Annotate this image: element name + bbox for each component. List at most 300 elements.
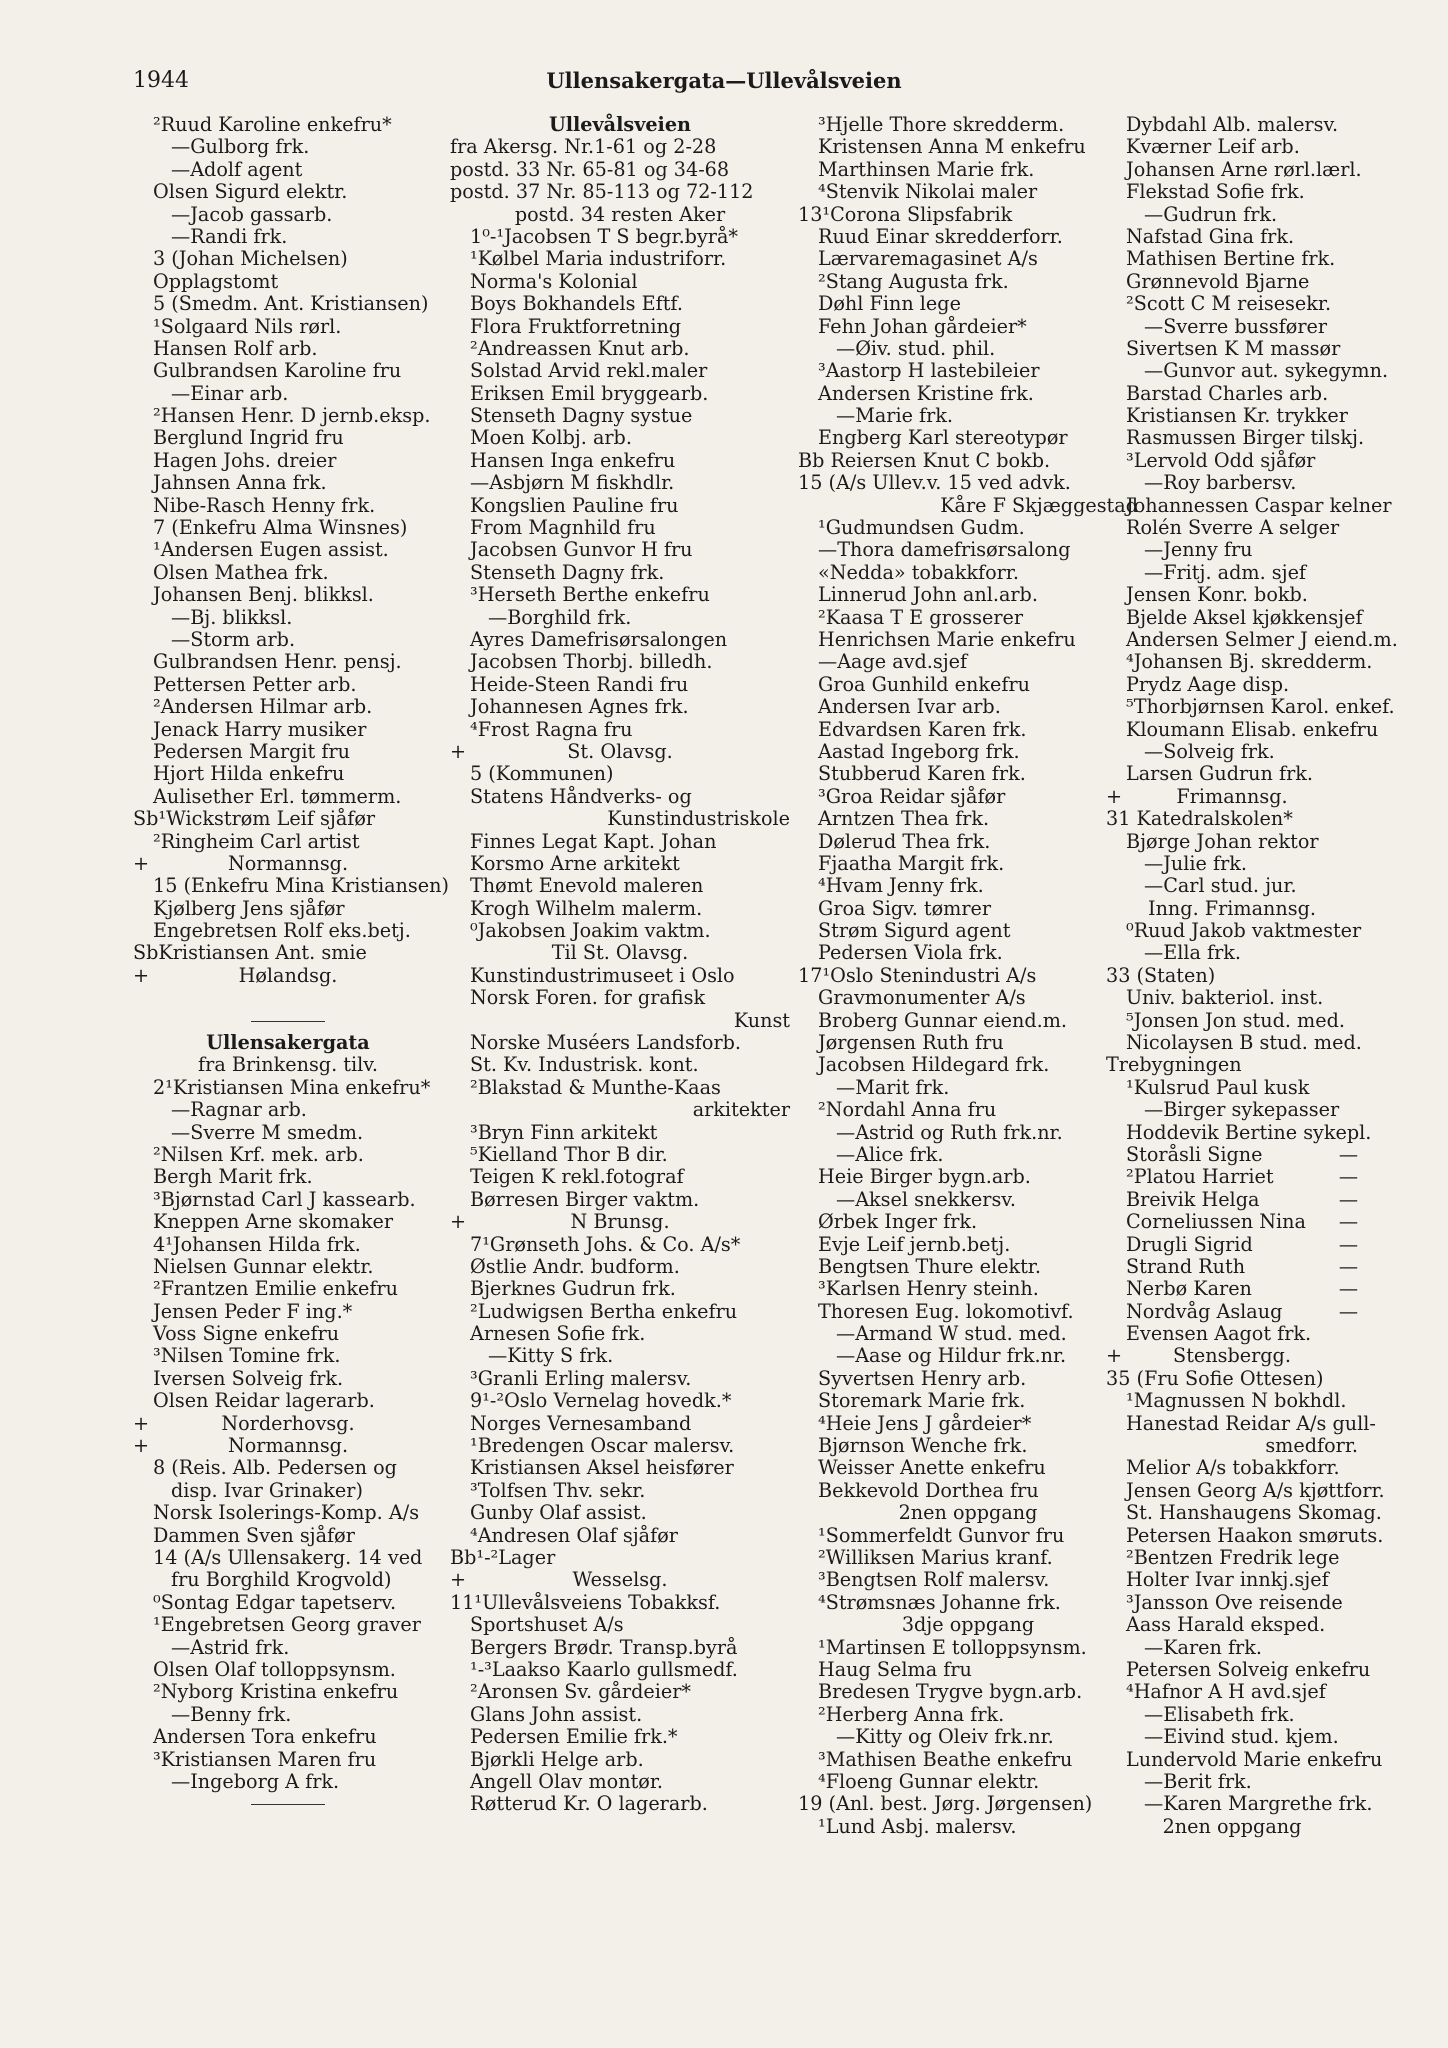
directory-entry: fra Akersg. Nr.1-61 og 2-28: [450, 135, 717, 159]
directory-entry: ⁵Thorbjørnsen Karol. enkef.: [1126, 695, 1395, 719]
page-number: 1944: [133, 68, 189, 93]
directory-entry: ²Hansen Henr. D jernb.eksp.: [153, 404, 431, 428]
directory-entry: Dammen Sven sjåfør: [153, 1523, 355, 1547]
directory-entry: Larsen Gudrun frk.: [1126, 762, 1313, 786]
directory-entry: Kværner Leif arb.: [1126, 135, 1300, 159]
ditto-dash: —: [1338, 1254, 1358, 1278]
directory-entry: [1106, 1189, 1358, 1211]
directory-entry: Bb¹-²Lager: [450, 1546, 556, 1569]
cross-street-icon: +: [450, 1568, 467, 1592]
directory-entry: Krogh Wilhelm malerm.: [470, 896, 703, 920]
directory-entry: ²Herberg Anna frk.: [818, 1702, 1005, 1726]
directory-entry: Hansen Inga enkefru: [470, 448, 676, 472]
directory-entry: Pedersen Viola frk.: [818, 941, 1003, 965]
cross-street-icon: +: [450, 1210, 467, 1234]
entry-text: Nerbø Karen: [1126, 1277, 1252, 1301]
directory-entry: Østlie Andr. budform.: [470, 1254, 680, 1278]
directory-entry: 15 (A/s Ullev.v. 15 ved advk.: [798, 471, 1071, 495]
directory-entry: postd. 37 Nr. 85-113 og 72-112: [450, 180, 754, 204]
directory-entry: Stubberud Karen frk.: [818, 762, 1026, 786]
directory-entry: [1106, 1301, 1358, 1323]
directory-entry: —Gunvor aut. sykegymn.: [1144, 359, 1389, 383]
directory-entry: ¹Magnussen N bokhdl.: [1126, 1389, 1347, 1413]
directory-entry: ³Tolfsen Thv. sekr.: [470, 1478, 646, 1502]
directory-entry: ³Bjørnstad Carl J kassearb.: [153, 1187, 416, 1211]
directory-entry: Johannesen Agnes frk.: [470, 695, 689, 719]
directory-entry: —Einar arb.: [171, 381, 289, 405]
directory-entry: Aass Harald eksped.: [1126, 1613, 1326, 1637]
column-4: [1106, 113, 1398, 1838]
ditto-dash: —: [1338, 1165, 1358, 1189]
directory-entry: St. Hanshaugens Skomag.: [1126, 1501, 1382, 1525]
directory-entry: Jensen Peder F ing.*: [153, 1299, 353, 1323]
cross-street-line: [450, 741, 790, 763]
directory-entry: —Karen frk.: [1144, 1635, 1262, 1659]
directory-entry: Iversen Solveig frk.: [153, 1366, 344, 1390]
directory-entry: Bjelde Aksel kjøkkensjef: [1126, 605, 1363, 629]
directory-entry: 17¹Oslo Stenindustri A/s: [798, 963, 1037, 987]
directory-entry: Bjørkli Helge arb.: [470, 1747, 644, 1771]
directory-entry: Engebretsen Rolf eks.betj.: [153, 919, 411, 943]
directory-entry: Weisser Anette enkefru: [818, 1456, 1046, 1480]
directory-entry: ¹Kølbel Maria industriforr.: [470, 247, 727, 271]
directory-entry: —Sverre M smedm.: [171, 1120, 364, 1144]
directory-entry: ²Frantzen Emilie enkefru: [153, 1277, 398, 1301]
directory-entry: —Eivind stud. kjem.: [1144, 1725, 1339, 1749]
directory-entry: Heide-Steen Randi fru: [470, 672, 689, 696]
directory-entry: postd. 34 resten Aker: [514, 202, 726, 226]
directory-entry: Bredesen Trygve bygn.arb.: [818, 1680, 1083, 1704]
directory-entry: —Roy barbersv.: [1144, 471, 1297, 495]
directory-entry: 7 (Enkefru Alma Winsnes): [153, 516, 408, 540]
directory-entry: Kunst: [733, 1008, 790, 1032]
directory-entry: ²Ringheim Carl artist: [153, 829, 360, 853]
cross-street-line: [1106, 1345, 1358, 1367]
directory-entry: ³Herseth Berthe enkefru: [470, 583, 710, 607]
entry-text: Strand Ruth: [1126, 1254, 1246, 1278]
directory-entry: Nibe-Rasch Henny frk.: [153, 493, 376, 517]
directory-entry: —Birger sykepasser: [1144, 1098, 1340, 1122]
directory-entry: —Karen Margrethe frk.: [1144, 1792, 1373, 1816]
directory-entry: Melior A/s tobakkforr.: [1126, 1456, 1340, 1480]
cross-street-icon: +: [1106, 784, 1123, 808]
directory-entry: postd. 33 Nr. 65-81 og 34-68: [450, 157, 730, 181]
directory-entry: ⁰Ruud Jakob vaktmester: [1126, 919, 1362, 943]
directory-entry: 5 (Smedm. Ant. Kristiansen): [153, 292, 429, 316]
directory-entry: SbKristiansen Ant. smie: [133, 941, 367, 965]
directory-entry: ³Aastorp H lastebileier: [818, 359, 1040, 383]
directory-entry: [1106, 1166, 1358, 1188]
directory-entry: Engberg Karl stereotypør: [818, 426, 1068, 450]
directory-entry: Jenack Harry musiker: [153, 717, 367, 741]
directory-entry: —Jacob gassarb.: [171, 202, 333, 226]
page-title: Ullensakergata—Ullevålsveien: [546, 68, 902, 93]
directory-entry: 11¹Ullevålsveiens Tobakksf.: [450, 1590, 721, 1614]
directory-entry: —Gudrun frk.: [1144, 202, 1278, 226]
directory-entry: Rolén Sverre A selger: [1126, 516, 1340, 540]
directory-entry: Johansen Arne rørl.lærl.: [1126, 157, 1362, 181]
cross-street-name: Frimannsg.: [1176, 784, 1288, 808]
directory-entry: —Berit frk.: [1144, 1769, 1252, 1793]
directory-entry: ¹Bredengen Oscar malersv.: [470, 1434, 735, 1458]
directory-entry: —Øiv. stud. phil.: [836, 336, 996, 360]
directory-entry: —Aase og Hildur frk.nr.: [836, 1344, 1067, 1368]
directory-entry: —Jenny fru: [1144, 538, 1253, 562]
directory-entry: Dybdahl Alb. malersv.: [1126, 113, 1339, 136]
directory-entry: Sivertsen K M massør: [1126, 336, 1341, 360]
directory-entry: Jensen Konr. bokb.: [1126, 583, 1308, 607]
directory-entry: Jahnsen Anna frk.: [153, 471, 327, 495]
directory-entry: ⁴Floeng Gunnar elektr.: [818, 1769, 1040, 1793]
cross-street-icon: +: [133, 963, 150, 987]
directory-entry: 3dje oppgang: [901, 1613, 1035, 1637]
directory-entry: Andersen Tora enkefru: [153, 1725, 377, 1749]
directory-entry: Til St. Olavsg.: [551, 941, 689, 965]
directory-entry: —Alice frk.: [836, 1142, 944, 1166]
directory-entry: 33 (Staten): [1106, 963, 1216, 987]
directory-entry: —Adolf agent: [171, 157, 303, 181]
cross-street-name: Stensbergg.: [1173, 1344, 1291, 1368]
directory-entry: Fjaatha Margit frk.: [818, 851, 1005, 875]
cross-street-icon: +: [133, 1434, 150, 1458]
directory-entry: 5 (Kommunen): [470, 762, 614, 786]
directory-entry: Bergers Brødr. Transp.byrå: [470, 1635, 738, 1659]
directory-entry: Nielsen Gunnar elektr.: [153, 1254, 374, 1278]
directory-entry: fra Brinkensg. tilv.: [198, 1053, 378, 1077]
directory-entry: Kunstindustriskole: [607, 807, 790, 831]
directory-entry: Gunby Olaf assist.: [470, 1501, 647, 1525]
directory-entry: ²Aronsen Sv. gårdeier*: [470, 1680, 691, 1704]
directory-entry: Bergh Marit frk.: [153, 1165, 313, 1189]
directory-entry: Inng. Frimannsg.: [1148, 896, 1316, 920]
directory-entry: ²Scott C M reisesekr.: [1126, 292, 1332, 316]
directory-entry: ³Karlsen Henry steinh.: [818, 1277, 1039, 1301]
directory-entry: ¹Martinsen E tolloppsynsm.: [818, 1635, 1087, 1659]
cross-street-icon: +: [450, 739, 467, 763]
directory-entry: Korsmo Arne arkitekt: [470, 851, 680, 875]
directory-entry: ³Granli Erling malersv.: [470, 1366, 692, 1390]
directory-entry: Voss Signe enkefru: [153, 1322, 340, 1346]
cross-street-name: St. Olavsg.: [567, 739, 673, 763]
directory-entry: Sb¹Wickstrøm Leif sjåfør: [133, 807, 376, 831]
directory-entry: Edvardsen Karen frk.: [818, 717, 1027, 741]
directory-entry: Jacobsen Thorbj. billedh.: [470, 650, 713, 674]
directory-entry: —Astrid og Ruth frk.nr.: [836, 1120, 1063, 1144]
directory-entry: St. Kv. Industrisk. kont.: [470, 1053, 699, 1077]
directory-entry: Bekkevold Dorthea fru: [818, 1478, 1039, 1502]
spacer: [133, 987, 443, 1009]
directory-entry: Finnes Legat Kapt. Johan: [470, 829, 717, 853]
directory-entry: Kristensen Anna M enkefru: [818, 135, 1086, 159]
directory-entry: Moen Kolbj. arb.: [470, 426, 632, 450]
directory-entry: Jacobsen Hildegard frk.: [818, 1053, 1050, 1077]
directory-entry: —Astrid frk.: [171, 1635, 290, 1659]
directory-entry: Kunstindustrimuseet i Oslo: [470, 963, 735, 987]
cross-street-icon: +: [1106, 1344, 1123, 1368]
directory-entry: Jørgensen Ruth fru: [818, 1031, 1004, 1055]
directory-entry: Kristiansen Aksel heisfører: [470, 1456, 734, 1480]
directory-entry: Stenseth Dagny frk.: [470, 560, 665, 584]
directory-entry: Broberg Gunnar eiend.m.: [818, 1008, 1068, 1032]
ditto-dash: —: [1338, 1187, 1358, 1211]
directory-entry: —Solveig frk.: [1144, 739, 1275, 763]
directory-entry: Bjørnson Wenche frk.: [818, 1434, 1028, 1458]
directory-entry: ⁰Sontag Edgar tapetserv.: [153, 1590, 397, 1614]
directory-entry: Kongslien Pauline fru: [470, 493, 679, 517]
directory-entry: Statens Håndverks- og: [470, 784, 692, 808]
ditto-dash: —: [1338, 1210, 1358, 1234]
directory-entry: Rasmussen Birger tilskj.: [1126, 426, 1365, 450]
directory-entry: 4¹Johansen Hilda frk.: [153, 1232, 361, 1256]
directory-entry: 19 (Anl. best. Jørg. Jørgensen): [798, 1792, 1093, 1816]
directory-entry: Barstad Charles arb.: [1126, 381, 1329, 405]
directory-entry: Lundervold Marie enkefru: [1126, 1747, 1383, 1771]
directory-entry: Lærvaremagasinet A/s: [818, 247, 1038, 271]
directory-entry: 2nen oppgang: [898, 1501, 1038, 1525]
directory-entry: Olsen Reidar lagerarb.: [153, 1389, 375, 1413]
directory-entry: ⁴Stenvik Nikolai maler: [818, 180, 1038, 204]
directory-entry: Aulisether Erl. tømmerm.: [153, 784, 402, 808]
directory-entry: —Kitty og Oleiv frk.nr.: [836, 1725, 1054, 1749]
directory-entry: Boys Bokhandels Eftf.: [470, 292, 683, 316]
directory-entry: 9¹-²Oslo Vernelag hovedk.*: [470, 1389, 732, 1413]
directory-entry: Angell Olav montør.: [470, 1769, 663, 1793]
directory-entry: Marthinsen Marie frk.: [818, 157, 1035, 181]
directory-entry: disp. Ivar Grinaker): [171, 1478, 363, 1502]
directory-entry: ²Nordahl Anna fru: [818, 1098, 997, 1122]
directory-entry: —Aksel snekkersv.: [836, 1187, 1016, 1211]
directory-entry: ²Andersen Hilmar arb.: [153, 695, 373, 719]
directory-entry: Andersen Kristine frk.: [818, 381, 1034, 405]
directory-entry: Nafstad Gina frk.: [1126, 224, 1295, 248]
directory-entry: —Ella frk.: [1144, 941, 1242, 965]
directory-entry: Nicolaysen B stud. med.: [1126, 1031, 1362, 1055]
directory-entry: Gulbrandsen Henr. pensj.: [153, 650, 402, 674]
directory-entry: «Nedda» tobakkforr.: [818, 560, 1019, 584]
directory-entry: [1106, 1211, 1358, 1233]
directory-entry: ³Bryn Finn arkitekt: [470, 1120, 658, 1144]
directory-entry: Hagen Johs. dreier: [153, 448, 337, 472]
directory-entry: Berglund Ingrid fru: [153, 426, 344, 450]
directory-entry: Flora Fruktforretning: [470, 314, 682, 338]
directory-entry: [1106, 1234, 1358, 1256]
column-3: [798, 114, 1138, 1838]
directory-entry: Andersen Ivar arb.: [818, 695, 1001, 719]
directory-entry: Aastad Ingeborg frk.: [818, 739, 1020, 763]
directory-entry: ¹Kulsrud Paul kusk: [1126, 1075, 1310, 1099]
directory-entry: Børresen Birger vaktm.: [470, 1187, 700, 1211]
directory-entry: Dølerud Thea frk.: [818, 829, 991, 853]
street-heading: Ullevålsveien: [549, 113, 691, 136]
directory-entry: —Borghild frk.: [488, 605, 632, 629]
directory-entry: Trebygningen: [1106, 1053, 1242, 1077]
directory-entry: ⁰Jakobsen Joakim vaktm.: [470, 919, 711, 943]
directory-entry: —Asbjørn M fiskhdlr.: [470, 471, 675, 495]
cross-street-icon: +: [133, 1411, 150, 1435]
directory-entry: Norges Vernesamband: [470, 1411, 692, 1435]
directory-entry: Norske Muséers Landsforb.: [470, 1031, 741, 1055]
directory-entry: 3 (Johan Michelsen): [153, 247, 348, 271]
entry-text: Breivik Helga: [1126, 1187, 1260, 1211]
directory-entry: Døhl Finn lege: [818, 292, 961, 316]
directory-entry: Thoresen Eug. lokomotivf.: [818, 1299, 1074, 1323]
directory-entry: —Elisabeth frk.: [1144, 1702, 1295, 1726]
directory-entry: —Julie frk.: [1144, 851, 1247, 875]
directory-entry: 13¹Corona Slipsfabrik: [798, 202, 1013, 226]
cross-street-name: Wesselsg.: [572, 1568, 668, 1592]
directory-entry: —Thora damefrisørsalong: [818, 538, 1071, 562]
directory-entry: Groa Gunhild enkefru: [818, 672, 1030, 696]
directory-entry: —Aage avd.sjef: [818, 650, 968, 674]
directory-entry: Kneppen Arne skomaker: [153, 1210, 394, 1234]
directory-entry: ³Mathisen Beathe enkefru: [818, 1747, 1073, 1771]
street-heading: Ullensakergata: [206, 1031, 370, 1055]
directory-entry: Hoddevik Bertine sykepl.: [1126, 1120, 1372, 1144]
directory-entry: Arnesen Sofie frk.: [470, 1322, 646, 1346]
directory-entry: ²Andreassen Knut arb.: [470, 336, 690, 360]
directory-entry: Olsen Olaf tolloppsynsm.: [153, 1657, 396, 1681]
directory-entry: —Kitty S frk.: [488, 1344, 614, 1368]
directory-entry: Ruud Einar skredderforr.: [818, 224, 1063, 248]
directory-entry: ³Lervold Odd sjåfør: [1126, 448, 1316, 472]
directory-entry: ⁴Johansen Bj. skredderm.: [1126, 650, 1373, 674]
directory-entry: Strøm Sigurd agent: [818, 919, 1011, 943]
directory-entry: ¹Gudmundsen Gudm.: [818, 516, 1025, 540]
directory-entry: Gravmonumenter A/s: [818, 986, 1026, 1010]
directory-entry: Gulbrandsen Karoline fru: [153, 359, 402, 383]
directory-entry: —Fritj. adm. sjef: [1144, 560, 1307, 584]
cross-street-line: [133, 965, 443, 987]
directory-entry: Petersen Solveig enkefru: [1126, 1657, 1371, 1681]
directory-entry: Jacobsen Gunvor H fru: [470, 538, 693, 562]
directory-entry: Petersen Haakon smøruts.: [1126, 1523, 1384, 1547]
directory-entry: Grønnevold Bjarne: [1126, 269, 1310, 293]
directory-entry: ²Williksen Marius kranf.: [818, 1546, 1053, 1569]
directory-entry: —Sverre bussfører: [1144, 314, 1328, 338]
directory-entry: ⁴Andresen Olaf sjåfør: [470, 1523, 678, 1547]
ditto-dash: —: [1338, 1299, 1358, 1323]
directory-entry: ³Groa Reidar sjåfør: [818, 784, 1006, 808]
directory-entry: Flekstad Sofie frk.: [1126, 180, 1305, 204]
directory-entry: Andersen Selmer J eiend.m.: [1126, 627, 1398, 651]
cross-street-line: [450, 1569, 790, 1591]
cross-street-line: [133, 1435, 443, 1457]
directory-entry: ³Kristiansen Maren fru: [153, 1747, 377, 1771]
directory-entry: Evensen Aagot frk.: [1126, 1322, 1312, 1346]
directory-entry: 35 (Fru Sofie Ottesen): [1106, 1366, 1324, 1390]
directory-entry: Kåre F Skjæggestad: [940, 493, 1138, 517]
directory-entry: ³Nilsen Tomine frk.: [153, 1344, 341, 1368]
directory-entry: Bb Reiersen Knut C bokb.: [798, 448, 1051, 472]
directory-entry: ¹Solgaard Nils rørl.: [153, 314, 342, 338]
directory-entry: Prydz Aage disp.: [1126, 672, 1290, 696]
directory-entry: Stenseth Dagny systue: [470, 404, 693, 428]
directory-entry: Ayres Damefrisørsalongen: [470, 627, 728, 651]
directory-entry: Hansen Rolf arb.: [153, 336, 318, 360]
directory-entry: ⁴Heie Jens J gårdeier*: [818, 1411, 1032, 1435]
ditto-dash: —: [1338, 1232, 1358, 1256]
directory-entry: Pettersen Petter arb.: [153, 672, 357, 696]
directory-entry: Norsk Isolerings-Komp. A/s: [153, 1501, 420, 1525]
directory-entry: ⁴Hvam Jenny frk.: [818, 874, 984, 898]
directory-entry: ¹Sommerfeldt Gunvor fru: [818, 1523, 1065, 1547]
directory-entry: Olsen Sigurd elektr.: [153, 180, 348, 204]
cross-street-name: Normannsg.: [227, 1434, 349, 1458]
directory-entry: —Ragnar arb.: [171, 1098, 307, 1122]
directory-entry: ²Ruud Karoline enkefru*: [153, 113, 392, 136]
directory-entry: ²Kaasa T E grosserer: [818, 605, 1024, 629]
directory-entry: 2¹Kristiansen Mina enkefru*: [153, 1075, 431, 1099]
directory-entry: 7¹Grønseth Johs. & Co. A/s*: [470, 1232, 741, 1256]
cross-street-line: [450, 1211, 790, 1233]
ditto-dash: —: [1338, 1277, 1358, 1301]
directory-entry: Sportshuset A/s: [470, 1613, 624, 1637]
directory-entry: fru Borghild Krogvold): [171, 1568, 392, 1592]
directory-entry: Holter Ivar innkj.sjef: [1126, 1568, 1329, 1592]
directory-entry: Pedersen Emilie frk.*: [470, 1725, 678, 1749]
directory-entry: [1106, 1144, 1358, 1166]
directory-entry: [1106, 1256, 1358, 1278]
directory-entry: ³Jansson Ove reisende: [1126, 1590, 1343, 1614]
directory-entry: Linnerud John anl.arb.: [818, 583, 1038, 607]
directory-entry: smedforr.: [1265, 1434, 1358, 1458]
directory-entry: Thømt Enevold maleren: [470, 874, 704, 898]
directory-entry: 15 (Enkefru Mina Kristiansen): [153, 874, 449, 898]
directory-entry: —Marit frk.: [836, 1075, 950, 1099]
directory-entry: —Gulborg frk.: [171, 135, 310, 159]
directory-entry: Norma's Kolonial: [470, 269, 638, 293]
directory-entry: Heie Birger bygn.arb.: [818, 1165, 1031, 1189]
directory-entry: Johannessen Caspar kelner: [1126, 493, 1392, 517]
directory-entry: ¹Engebretsen Georg graver: [153, 1613, 421, 1637]
directory-entry: Syvertsen Henry arb.: [818, 1366, 1027, 1390]
directory-entry: 14 (A/s Ullensakerg. 14 ved: [153, 1546, 423, 1569]
directory-entry: —Ingeborg A frk.: [171, 1769, 340, 1793]
cross-street-name: Norderhovsg.: [221, 1411, 355, 1435]
directory-entry: ²Bentzen Fredrik lege: [1126, 1546, 1340, 1569]
page-header: [0, 68, 1448, 102]
directory-entry: —Randi frk.: [171, 224, 288, 248]
directory-entry: Glans John assist.: [470, 1702, 643, 1726]
directory-entry: Opplagstomt: [153, 269, 279, 293]
directory-entry: 8 (Reis. Alb. Pedersen og: [153, 1456, 397, 1480]
column-1: [133, 113, 449, 1816]
directory-entry: ⁵Jonsen Jon stud. med.: [1126, 1008, 1345, 1032]
directory-entry: Solstad Arvid rekl.maler: [470, 359, 708, 383]
directory-entry: Eriksen Emil bryggearb.: [470, 381, 709, 405]
directory-entry: Kjølberg Jens sjåfør: [153, 896, 345, 920]
directory-entry: Hanestad Reidar A/s gull-: [1126, 1411, 1376, 1435]
directory-entry: ¹Andersen Eugen assist.: [153, 538, 389, 562]
directory-entry: Bjerknes Gudrun frk.: [470, 1277, 676, 1301]
directory-entry: ²Ludwigsen Bertha enkefru: [470, 1299, 738, 1323]
cross-street-name: Normannsg.: [227, 851, 349, 875]
entry-text: Drugli Sigrid: [1126, 1232, 1253, 1256]
directory-entry: Johansen Benj. blikksl.: [153, 583, 374, 607]
directory-entry: ¹Lund Asbj. malersv.: [818, 1814, 1017, 1838]
directory-entry: ⁴Frost Ragna fru: [470, 717, 633, 741]
entry-text: Corneliussen Nina: [1126, 1210, 1306, 1234]
cross-street-line: [133, 1413, 443, 1435]
directory-entry: Pedersen Margit fru: [153, 739, 350, 763]
directory-entry: Kristiansen Kr. trykker: [1126, 404, 1348, 428]
directory-entry: Røtterud Kr. O lagerarb.: [470, 1792, 708, 1816]
directory-entry: Groa Sigv. tømrer: [818, 896, 992, 920]
directory-entry: 31 Katedralskolen*: [1106, 807, 1293, 831]
directory-entry: Storemark Marie frk.: [818, 1389, 1026, 1413]
cross-street-name: Hølandsg.: [238, 963, 338, 987]
directory-entry: Haug Selma fru: [818, 1657, 972, 1681]
